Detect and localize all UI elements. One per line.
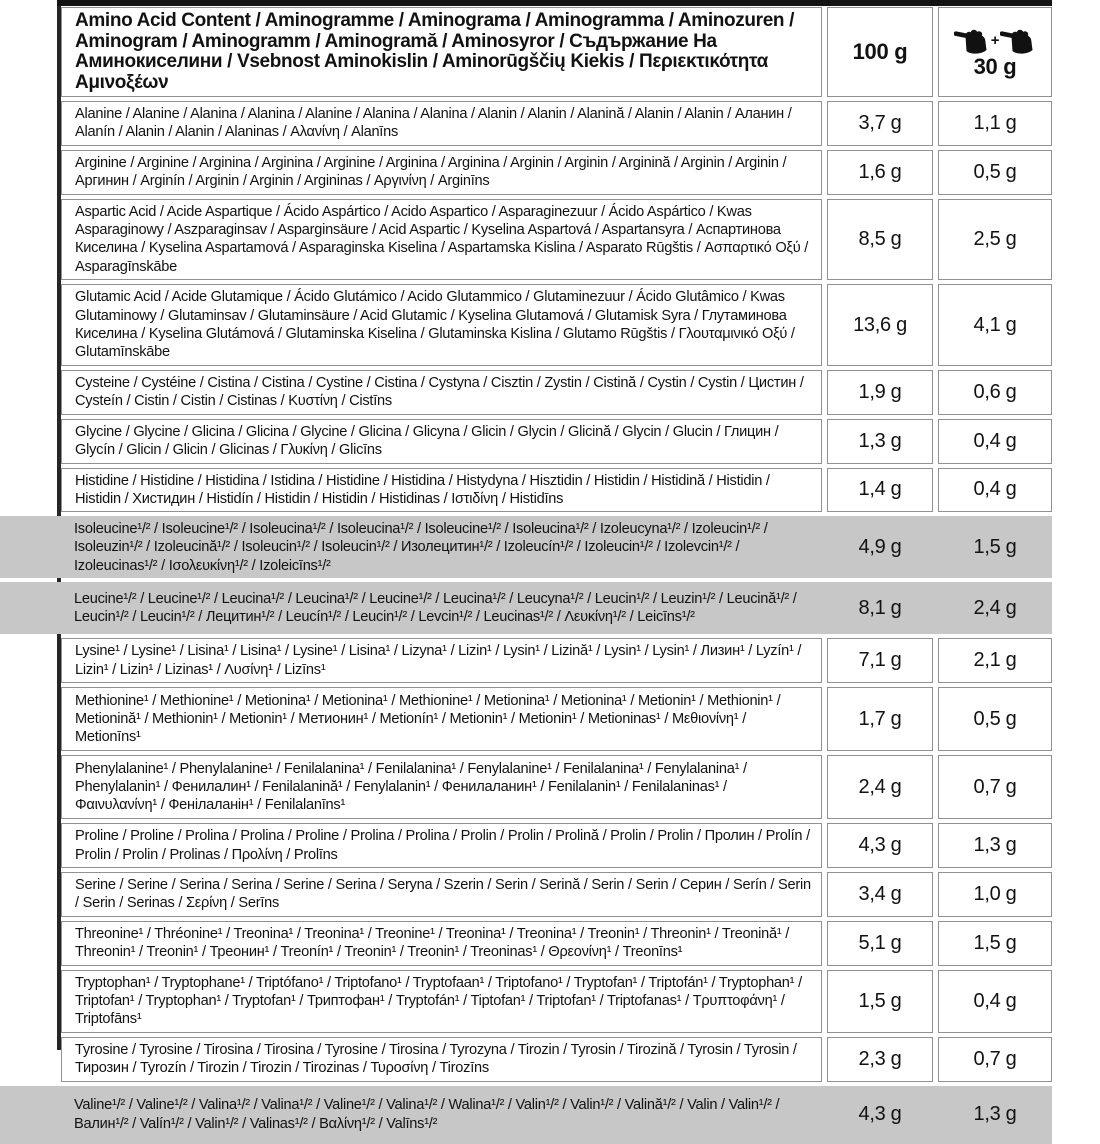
table-row-cysteine bbox=[61, 370, 1052, 415]
table-row-serine bbox=[61, 872, 1052, 917]
amino-acid-name: Lysine¹ / Lysine¹ / Lisina¹ / Lisina¹ / Lysine¹ / Lisina¹ / Lizyna¹ / Lizin¹ / Lysin¹ / Lizină¹ / Lysin¹ / Lysin¹ / Лизин¹ / Lyzín¹ / Lizin¹ / Lizin¹ / Lizinas¹ / Λυσίνη¹ / Lizīns¹ bbox=[61, 638, 822, 683]
column-header-30g bbox=[938, 7, 1052, 97]
value-per-100g: 1,7 g bbox=[827, 687, 933, 751]
scoop-icon bbox=[954, 27, 990, 55]
value-per-30g: 1,3 g bbox=[938, 823, 1052, 868]
scoop-icon bbox=[1000, 27, 1036, 55]
amino-acid-name: Leucine¹/² / Leucine¹/² / Leucina¹/² / Leucina¹/² / Leucine¹/² / Leucina¹/² / Leucyna¹/² / Leucin¹/² / Leuzin¹/² / Leucină¹/² / Leucin¹/² / Leucin¹/² / Лецитин¹/² / Leucín¹/² / Leucin¹/² / Levcin¹/² / Leucinas¹/² / Λευκίνη¹/² / Leicīns¹/² bbox=[74, 590, 797, 626]
table-row-phenylalanine bbox=[61, 755, 1052, 819]
table-row-alanine bbox=[61, 101, 1052, 146]
amino-acid-name: Proline / Proline / Prolina / Prolina / Proline / Prolina / Prolina / Prolin / Prolin / Prolină / Prolin / Prolin / Пролин / Prolín / Prolin / Prolin / Prolinas / Προλίνη / Prolīns bbox=[61, 823, 822, 868]
amino-acid-name: Glycine / Glycine / Glicina / Glicina / Glycine / Glicina / Glicyna / Glicin / Glycin / Glicină / Glycin / Glucin / Глицин / Glycín / Glicin / Glicin / Glicinas / Γλυκίνη / Glicīns bbox=[61, 419, 822, 464]
value-per-100g: 1,9 g bbox=[827, 370, 933, 415]
value-per-100g: 1,4 g bbox=[827, 468, 933, 513]
table-row-histidine bbox=[61, 468, 1052, 513]
value-per-100g: 1,5 g bbox=[827, 970, 933, 1033]
value-per-30g: 1,5 g bbox=[973, 535, 1017, 558]
table-row-glycine bbox=[61, 419, 1052, 464]
value-per-100g: 7,1 g bbox=[827, 638, 933, 683]
amino-acid-name: Isoleucine¹/² / Isoleucine¹/² / Isoleucina¹/² / Isoleucina¹/² / Isoleucine¹/² / Isoleucina¹/² / Izoleucyna¹/² / Izoleucin¹/² / Isoleuzin¹/² / Izoleucină¹/² / Isoleucin¹/² / Isoleucin¹/² / Изолецитин¹/² / Izoleucín¹/² / Izoleucin¹/² / Izolevcin¹/² / Izoleucinas¹/² / Ισολευκίνη¹/² / Izoleicīns¹/² bbox=[74, 520, 768, 574]
plus-sign: + bbox=[990, 32, 1000, 49]
table-row-arginine bbox=[61, 150, 1052, 195]
table-row-valine bbox=[0, 1086, 1052, 1144]
value-per-100g: 13,6 g bbox=[827, 284, 933, 366]
table-row-isoleucine bbox=[0, 516, 1052, 578]
amino-acid-table bbox=[0, 6, 1052, 1144]
table-row-methionine bbox=[61, 687, 1052, 751]
table-row-threonine bbox=[61, 921, 1052, 966]
table-row-proline bbox=[61, 823, 1052, 868]
value-per-30g: 0,4 g bbox=[938, 468, 1052, 513]
value-per-30g: 1,3 g bbox=[973, 1103, 1017, 1126]
value-per-100g: 4,3 g bbox=[858, 1103, 902, 1126]
table-row-tryptophan bbox=[61, 970, 1052, 1033]
column-header-30g-label: 30 g bbox=[973, 53, 1017, 79]
value-per-100g: 4,9 g bbox=[858, 535, 902, 558]
amino-acid-name: Tryptophan¹ / Tryptophane¹ / Triptófano¹ / Triptofano¹ / Tryptofaan¹ / Triptofano¹ / Tryptofan¹ / Triptofán¹ / Tryptophan¹ / Triptofan¹ / Tryptophan¹ / Tryptofan¹ / Триптофан¹ / Tryptofán¹ / Tiptofan¹ / Triptofan¹ / Triptofanas¹ / Τρυπτοφάνη¹ / Triptofāns¹ bbox=[61, 970, 822, 1033]
value-per-30g: 0,6 g bbox=[938, 370, 1052, 415]
value-per-30g: 1,1 g bbox=[938, 101, 1052, 146]
table-row-glutamic-acid bbox=[61, 284, 1052, 366]
table-row-lysine bbox=[61, 638, 1052, 683]
value-per-30g: 4,1 g bbox=[938, 284, 1052, 366]
amino-acid-name: Serine / Serine / Serina / Serina / Serine / Serina / Seryna / Szerin / Serin / Serină / Serin / Serin / Серин / Serín / Serin / Serin / Serinas / Σερίνη / Serīns bbox=[61, 872, 822, 917]
value-per-100g: 4,3 g bbox=[827, 823, 933, 868]
amino-acid-name: Tyrosine / Tyrosine / Tirosina / Tirosina / Tyrosine / Tirosina / Tyrozyna / Tirozin / Tyrosin / Tirozină / Tyrosin / Tyrosin / Тирозин / Tyrozín / Tirozin / Tirozin / Tirozinas / Τυροσίνη / Tirozīns bbox=[61, 1037, 822, 1082]
value-per-30g: 0,4 g bbox=[938, 970, 1052, 1033]
value-per-100g: 2,4 g bbox=[827, 755, 933, 819]
value-per-100g: 1,6 g bbox=[827, 150, 933, 195]
amino-acid-name: Methionine¹ / Methionine¹ / Metionina¹ / Metionina¹ / Methionine¹ / Metionina¹ / Metionina¹ / Metionin¹ / Methionin¹ / Metionină¹ / Methionin¹ / Metionin¹ / Метионин¹ / Metionín¹ / Metionin¹ / Metionin¹ / Metioninas¹ / Μεθιονίνη¹ / Metionīns¹ bbox=[61, 687, 822, 751]
value-per-100g: 1,3 g bbox=[827, 419, 933, 464]
table-title: Amino Acid Content / Aminogramme / Aminograma / Aminogramma / Aminozuren / Aminogram / Aminogramm / Aminogramă / Aminosyror / Съдържание На Аминокиселини / Vsebnost Aminokislin / Aminorūgščių Kiekis / Περιεκτικότητα Αμινοξέων bbox=[61, 7, 822, 97]
value-per-30g: 2,1 g bbox=[938, 638, 1052, 683]
amino-acid-name: Alanine / Alanine / Alanina / Alanina / Alanine / Alanina / Alanina / Alanin / Alanin / Alanină / Alanin / Alanin / Аланин / Alanín / Alanin / Alanin / Alaninas / Αλανίνη / Alanīns bbox=[61, 101, 822, 146]
value-per-100g: 5,1 g bbox=[827, 921, 933, 966]
value-per-30g: 1,0 g bbox=[938, 872, 1052, 917]
value-per-30g: 0,7 g bbox=[938, 755, 1052, 819]
value-per-30g: 2,5 g bbox=[938, 199, 1052, 281]
amino-acid-name: Cysteine / Cystéine / Cistina / Cistina / Cystine / Cistina / Cystyna / Cisztin / Zystin / Cistină / Cystin / Cystin / Цистин / Cysteín / Cistin / Cistin / Cistinas / Κυστίνη / Cistīns bbox=[61, 370, 822, 415]
amino-acid-name: Aspartic Acid / Acide Aspartique / Ácido Aspártico / Acido Aspartico / Asparaginezuur / Ácido Aspártico / Kwas Asparaginowy / Aszparaginsav / Asparginsäure / Acid Aspartic / Kyselina Aspartová / Aspartansyra / Аспартинова Киселина / Kyselina Aspartamová / Asparaginska Kiselina / Aspartamska Kislina / Asparato Rūgštis / Ασπαρτικό Οξύ / Asparagīnskābe bbox=[61, 199, 822, 281]
scoops-group bbox=[954, 27, 1036, 55]
value-per-100g: 3,4 g bbox=[827, 872, 933, 917]
value-per-100g: 3,7 g bbox=[827, 101, 933, 146]
value-per-30g: 0,7 g bbox=[938, 1037, 1052, 1082]
table-header-row bbox=[61, 7, 1052, 97]
amino-acid-name: Glutamic Acid / Acide Glutamique / Ácido Glutámico / Acido Glutammico / Glutaminezuur / Ácido Glutâmico / Kwas Glutaminowy / Glutaminsav / Glutaminsäure / Acid Glutamic / Kyselina Glutamová / Glutamisk Syra / Глутаминова Киселина / Kyselina Glutámová / Glutaminska Kiselina / Glutaminska Kislina / Glutamo Rūgštis / Γλουταμινικό Οξύ / Glutamīnskābe bbox=[61, 284, 822, 366]
amino-acid-name: Phenylalanine¹ / Phenylalanine¹ / Fenilalanina¹ / Fenilalanina¹ / Fenylalanine¹ / Fenilalanina¹ / Fenylalanina¹ / Phenylalanin¹ / Фенилалин¹ / Fenilalanină¹ / Fenylalanin¹ / Фенилаланин¹ / Fenilalanin¹ / Fenilalaninas¹ / Φαινυλανίνη¹ / Фенілаланін¹ / Fenilalanīns¹ bbox=[61, 755, 822, 819]
value-per-100g: 8,1 g bbox=[858, 596, 902, 619]
amino-acid-name: Histidine / Histidine / Histidina / Istidina / Histidine / Histidina / Histydyna / Hisztidin / Histidin / Histidină / Histidin / Histidin / Хистидин / Histidín / Histidin / Histidin / Histidinas / Ιστιδίνη / Histidīns bbox=[61, 468, 822, 513]
value-per-30g: 2,4 g bbox=[973, 596, 1017, 619]
value-per-30g: 0,4 g bbox=[938, 419, 1052, 464]
value-per-30g: 0,5 g bbox=[938, 150, 1052, 195]
value-per-100g: 2,3 g bbox=[827, 1037, 933, 1082]
table-row-tyrosine bbox=[61, 1037, 1052, 1082]
value-per-100g: 8,5 g bbox=[827, 199, 933, 281]
table-row-aspartic-acid bbox=[61, 199, 1052, 281]
amino-acid-name: Arginine / Arginine / Arginina / Arginina / Arginine / Arginina / Arginina / Arginin / Arginin / Arginină / Arginin / Arginin / Аргинин / Arginín / Arginin / Arginin / Argininas / Αργινίνη / Arginīns bbox=[61, 150, 822, 195]
column-header-100g: 100 g bbox=[827, 7, 933, 97]
value-per-30g: 0,5 g bbox=[938, 687, 1052, 751]
value-per-30g: 1,5 g bbox=[938, 921, 1052, 966]
table-row-leucine bbox=[0, 582, 1052, 634]
table-top-rule bbox=[57, 0, 1052, 6]
amino-acid-name: Valine¹/² / Valine¹/² / Valina¹/² / Valina¹/² / Valine¹/² / Valina¹/² / Walina¹/² / Valin¹/² / Valin¹/² / Valină¹/² / Valin / Valin¹/² / Валин¹/² / Valín¹/² / Valin¹/² / Valinas¹/² / Βαλίνη¹/² / Valīns¹/² bbox=[74, 1097, 780, 1132]
amino-acid-name: Threonine¹ / Thréonine¹ / Treonina¹ / Treonina¹ / Treonine¹ / Treonina¹ / Treonina¹ / Treonin¹ / Threonin¹ / Treonină¹ / Threonin¹ / Treonin¹ / Треонин¹ / Treonín¹ / Treonin¹ / Treonin¹ / Treoninas¹ / Θρεονίνη¹ / Treonīns¹ bbox=[61, 921, 822, 966]
